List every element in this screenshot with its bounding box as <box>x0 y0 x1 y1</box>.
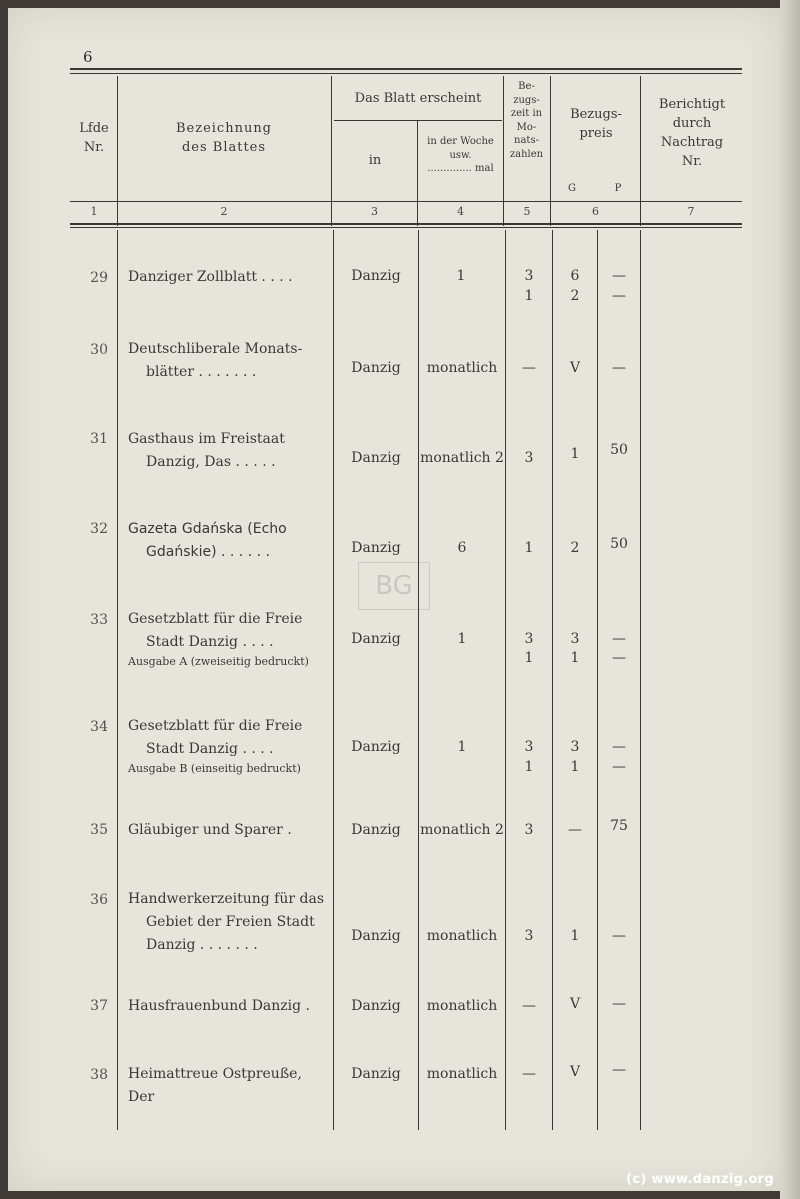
row-preis-g: 3 <box>570 631 580 647</box>
row-title-line: Gesetzblatt für die Freie <box>128 718 303 734</box>
header-in: in <box>368 153 382 168</box>
watermark-text: (c) www.danzig.org <box>626 1172 774 1187</box>
row-title-line: Gazeta Gdańska (Echo <box>128 521 287 537</box>
row-preis-g: — <box>568 822 582 838</box>
row-preis-p: — <box>612 928 626 944</box>
col-number: 6 <box>592 205 599 218</box>
row-nr: 31 <box>90 431 108 447</box>
row-title-line: Gesetzblatt für die Freie <box>128 611 303 627</box>
row-preis-g: 1 <box>570 928 580 944</box>
colnum-rule-thin <box>70 227 742 228</box>
col-divider <box>550 76 551 226</box>
row-nr: 34 <box>90 719 108 735</box>
row-preis-p: — <box>612 360 626 376</box>
group-underline <box>334 120 502 121</box>
row-preis-g: 2 <box>570 288 580 304</box>
row-title-line: blätter . . . . . . . <box>146 364 257 380</box>
header-rule <box>70 201 742 202</box>
row-title <box>128 715 332 776</box>
row-in: Danzig <box>351 450 401 466</box>
row-title-line: Handwerkerzeitung für das <box>128 891 324 907</box>
row-title <box>128 995 332 1018</box>
row-woche: monatlich 2 <box>420 822 504 838</box>
row-title <box>128 888 332 957</box>
row-title-sub: Ausgabe A (zweiseitig bedruckt) <box>128 655 309 668</box>
col-divider <box>331 76 332 226</box>
row-woche: monatlich <box>426 1066 498 1082</box>
colnum-rule <box>70 223 742 225</box>
row-in: Danzig <box>351 360 401 376</box>
row-in: Danzig <box>351 540 401 556</box>
row-zeit: 3 <box>524 739 534 755</box>
row-nr: 35 <box>90 822 108 838</box>
row-preis-g: 6 <box>570 268 580 284</box>
library-logo: BG <box>358 562 430 610</box>
row-woche: 6 <box>457 540 467 556</box>
row-zeit: 1 <box>524 650 534 666</box>
row-preis-g: 1 <box>570 650 580 666</box>
page-number: 6 <box>83 48 93 66</box>
row-title-line: Stadt Danzig . . . . <box>146 741 274 757</box>
row-zeit: 1 <box>524 288 534 304</box>
row-in: Danzig <box>351 1066 401 1082</box>
row-nr: 38 <box>90 1067 108 1083</box>
row-preis-g: 1 <box>570 759 580 775</box>
row-preis-g: 1 <box>570 446 580 462</box>
row-woche: monatlich <box>426 998 498 1014</box>
row-title <box>128 266 328 289</box>
row-title-line: Deutschliberale Monats- <box>128 341 303 357</box>
top-rule-thin <box>70 73 742 74</box>
row-zeit: 3 <box>524 822 534 838</box>
row-nr: 32 <box>90 521 108 537</box>
header-berichtigt: Berichtigt durch Nachtrag Nr. <box>658 97 726 169</box>
row-preis-p: 50 <box>610 536 628 552</box>
row-nr: 29 <box>90 270 108 286</box>
row-zeit: 3 <box>524 268 534 284</box>
header-bezugszeit: Be- zugs- zeit in Mo- nats- zahlen <box>509 81 544 160</box>
row-title-line: Gebiet der Freien Stadt <box>146 914 315 930</box>
row-zeit: — <box>522 1066 536 1082</box>
row-nr: 33 <box>90 612 108 628</box>
row-preis-p: — <box>612 631 626 647</box>
row-zeit: 1 <box>524 540 534 556</box>
row-in: Danzig <box>351 998 401 1014</box>
row-nr: 37 <box>90 998 108 1014</box>
row-zeit: 3 <box>524 450 534 466</box>
header-bezeichnung: Bezeichnung des Blattes <box>175 121 273 155</box>
row-in: Danzig <box>351 822 401 838</box>
row-preis-g: V <box>569 996 581 1012</box>
top-rule <box>70 68 742 70</box>
row-title-sub: Ausgabe B (einseitig bedruckt) <box>128 762 301 775</box>
col-number: 3 <box>371 205 378 218</box>
col-number: 1 <box>90 205 98 218</box>
row-preis-p: — <box>612 268 626 284</box>
row-preis-p: 50 <box>610 442 628 458</box>
row-preis-p: — <box>612 996 626 1012</box>
row-title-line: Stadt Danzig . . . . <box>146 634 274 650</box>
row-title-line: Danzig, Das . . . . . <box>146 454 276 470</box>
row-woche: 1 <box>457 631 467 647</box>
row-in: Danzig <box>351 928 401 944</box>
row-title <box>128 428 328 474</box>
header-group-erscheint: Das Blatt erscheint <box>354 91 482 106</box>
row-in: Danzig <box>351 631 401 647</box>
row-preis-g: 2 <box>570 540 580 556</box>
row-zeit: 3 <box>524 928 534 944</box>
row-preis-p: — <box>612 739 626 755</box>
row-title-line: Gasthaus im Freistaat <box>128 431 285 447</box>
row-title <box>128 819 332 842</box>
row-zeit: 3 <box>524 631 534 647</box>
body-divider <box>640 230 641 1130</box>
col-number: 5 <box>523 205 531 218</box>
row-woche: monatlich <box>426 360 498 376</box>
col-number: 7 <box>687 205 695 218</box>
header-preis-g: G <box>568 183 576 194</box>
header-preis-p: P <box>614 183 622 194</box>
row-title-line: Hausfrauenbund Danzig . <box>128 998 311 1014</box>
page-edge <box>780 0 800 1199</box>
row-title-line: Gläubiger und Sparer . <box>128 822 292 838</box>
row-zeit: — <box>522 360 536 376</box>
row-preis-g: V <box>569 1064 581 1080</box>
row-title <box>128 1063 332 1109</box>
row-woche: monatlich <box>426 928 498 944</box>
header-in-der-woche: in der Woche usw. .............. mal <box>427 136 494 174</box>
row-zeit: — <box>522 998 536 1014</box>
row-nr: 30 <box>90 342 108 358</box>
row-woche: 1 <box>457 739 467 755</box>
col-divider <box>640 76 641 226</box>
row-preis-p: — <box>612 1062 626 1078</box>
row-preis-g: 3 <box>570 739 580 755</box>
row-title <box>128 518 328 564</box>
row-preis-p: — <box>612 650 626 666</box>
row-preis-p: — <box>612 759 626 775</box>
row-preis-g: V <box>569 360 581 376</box>
header-lfde-nr: Lfde Nr. <box>79 121 109 155</box>
row-title-line: Gdańskie) . . . . . . <box>146 544 270 560</box>
row-zeit: 1 <box>524 759 534 775</box>
body-divider <box>117 230 118 1130</box>
row-title-line: Danziger Zollblatt . . . . <box>128 269 293 285</box>
row-in: Danzig <box>351 268 401 284</box>
row-woche: 1 <box>456 268 466 284</box>
row-title <box>128 338 328 384</box>
col-divider <box>117 76 118 226</box>
col-number: 2 <box>220 205 228 218</box>
row-title-line: Danzig . . . . . . . <box>146 937 258 953</box>
header-bezugspreis: Bezugs- preis <box>570 107 622 141</box>
row-woche: monatlich 2 <box>420 450 504 466</box>
row-nr: 36 <box>90 892 108 908</box>
row-preis-p: 75 <box>610 818 628 834</box>
row-title <box>128 608 332 669</box>
row-in: Danzig <box>351 739 401 755</box>
row-title-line: Heimattreue Ostpreuße, Der <box>128 1066 302 1105</box>
col-number: 4 <box>457 205 464 218</box>
row-preis-p: — <box>612 288 626 304</box>
